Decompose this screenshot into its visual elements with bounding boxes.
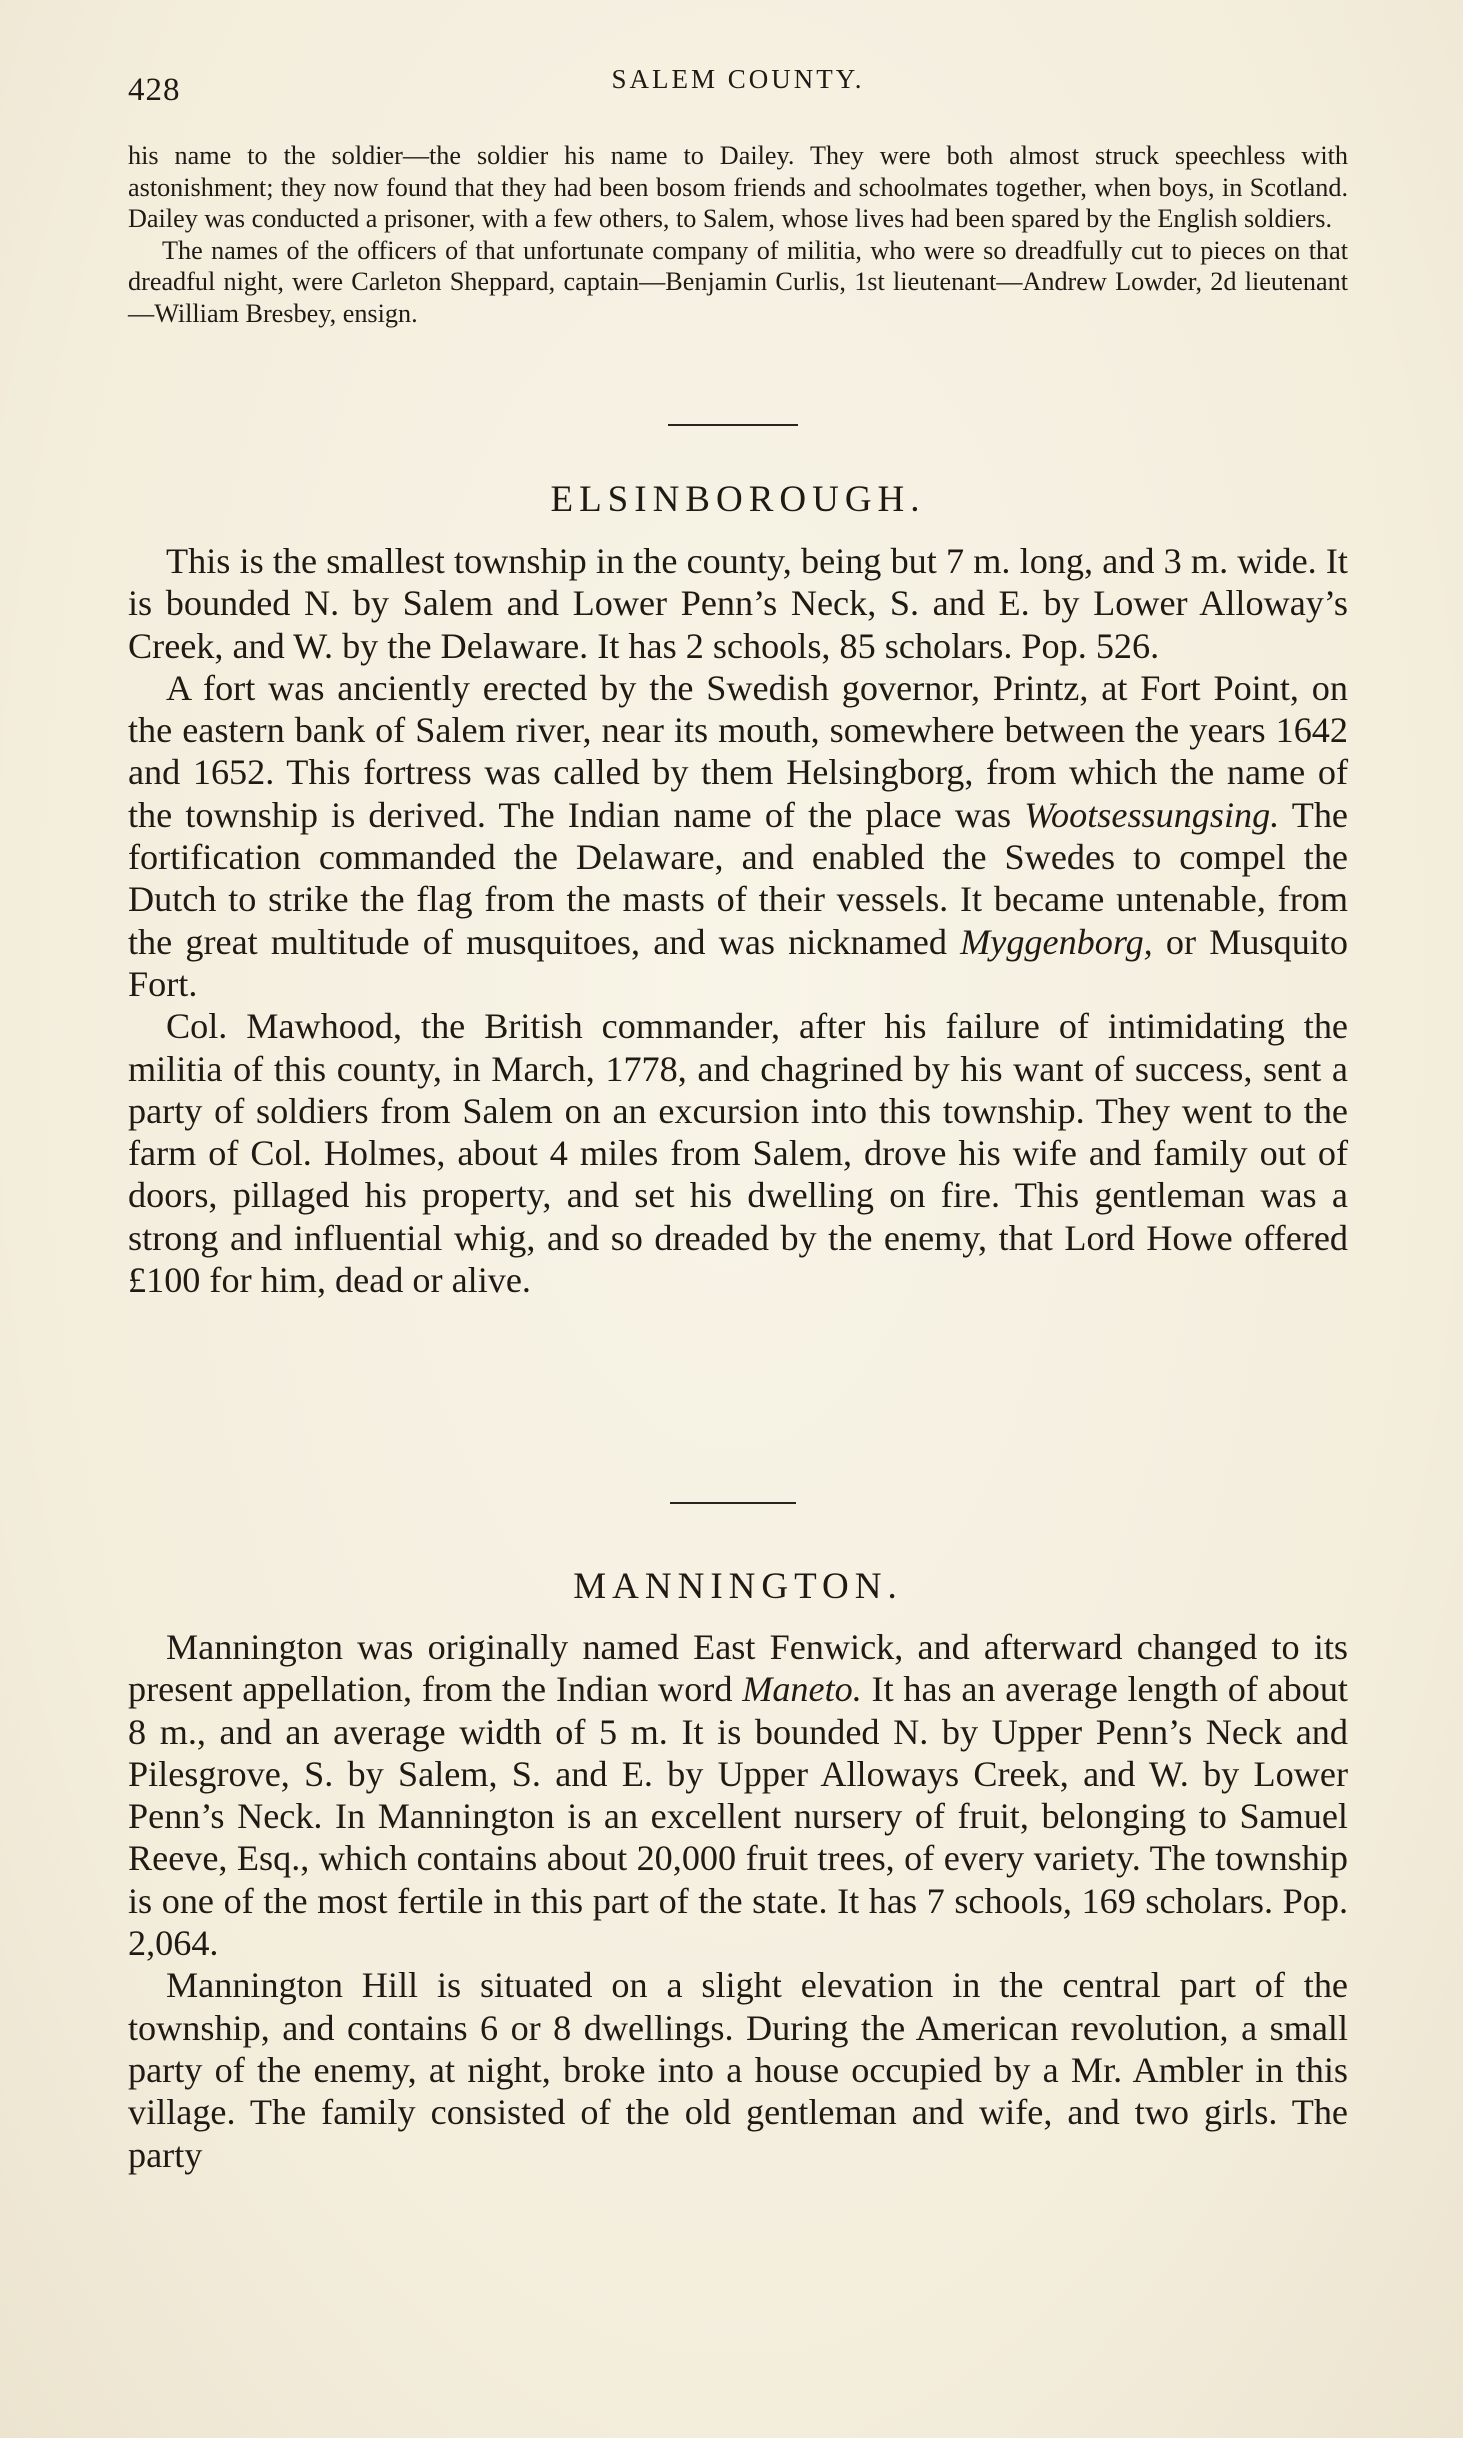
italic-term: Maneto. (742, 1669, 862, 1710)
italic-term: Wootsessungsing. (1024, 794, 1280, 835)
section-divider (670, 1502, 796, 1504)
text-run: A fort was anciently erected by the Swedish governor, Printz, at Fort Point, on the eastern bank of Salem river, near its mouth, somewhere between the years 1642 and 1652. This fortress was called by them Helsingborg, from which the name of the township is derived. The Indian name of the place was (128, 667, 1348, 835)
elsinborough-heading: ELSINBOROUGH. (550, 479, 926, 520)
officers-paragraph: The names of the officers of that unfortunate company of militia, who were so dreadfully cut to pieces on that dreadful night, were Carleton Sheppard, captain—Benjamin Curlis, 1st lieutenant—Andrew Lowder, 2d lieutenant—William Bresbey, ensign. (128, 235, 1348, 328)
text-run: or Musquito Fort. (128, 921, 1349, 1004)
text-run: The fortification commanded the Delaware, and enabled the Swedes to compel the Dutch to strike the flag from the masts of their vessels. It became untenable, from the great multitude of musquitoes, and was nicknamed (128, 794, 1348, 962)
running-title: SALEM COUNTY. (611, 64, 865, 94)
mannington-section (128, 1626, 1348, 2176)
running-head (128, 62, 1348, 112)
elsinborough-paragraph-2 (128, 667, 1348, 1005)
elsinborough-paragraph-1: This is the smallest township in the county, being but 7 m. long, and 3 m. wide. It is bounded N. by Salem and Lower Penn’s Neck, S. and E. by Lower Alloway’s Creek, and W. by the Delaware. It has 2 schools, 85 scholars. Pop. 526. (128, 541, 1348, 666)
section-divider (668, 424, 798, 426)
mannington-paragraph-2: Mannington Hill is situated on a slight elevation in the central part of the township, and contains 6 or 8 dwellings. During the American revolution, a small party of the enemy, at night, broke into a house occupied by a Mr. Ambler in this village. The family consisted of the old gentleman and wife, and two girls. The party (128, 1965, 1348, 2175)
text-run: Mannington was originally named East Fenwick, and afterward changed to its present appellation, from the Indian word (128, 1627, 1348, 1710)
continued-paragraph: his name to the soldier—the soldier his name to Dailey. They were both almost struck speechless with astonishment; they now found that they had been bosom friends and schoolmates together, when boys, in Scotland. Dailey was conducted a prisoner, with a few others, to Salem, whose lives had been spared by the English soldiers. (128, 141, 1348, 233)
mannington-paragraph-1 (128, 1626, 1348, 1964)
elsinborough-section (128, 540, 1348, 1301)
continued-text (128, 140, 1348, 329)
mannington-heading: MANNINGTON. (573, 1566, 903, 1607)
page-number: 428 (128, 72, 181, 108)
italic-term: Myggenborg, (960, 921, 1153, 962)
elsinborough-paragraph-3: Col. Mawhood, the British commander, after his failure of intimidating the militia of this county, in March, 1778, and chagrined by his want of success, sent a party of soldiers from Salem on an excursion into this township. They went to the farm of Col. Holmes, about 4 miles from Salem, drove his wife and family out of doors, pillaged his property, and set his dwelling on fire. This gentleman was a strong and influential whig, and so dreaded by the enemy, that Lord Howe offered £100 for him, dead or alive. (128, 1006, 1348, 1301)
text-run: It has an average length of about 8 m., and an average width of 5 m. It is bounded N. by Upper Penn’s Neck and Pilesgrove, S. by Salem, S. and E. by Upper Alloways Creek, and W. by Lower Penn’s Neck. In Mannington is an excellent nursery of fruit, belonging to Samuel Reeve, Esq., which contains about 20,000 fruit trees, of every variety. The township is one of the most fertile in this part of the state. It has 7 schools, 169 scholars. Pop. 2,064. (128, 1669, 1348, 1964)
